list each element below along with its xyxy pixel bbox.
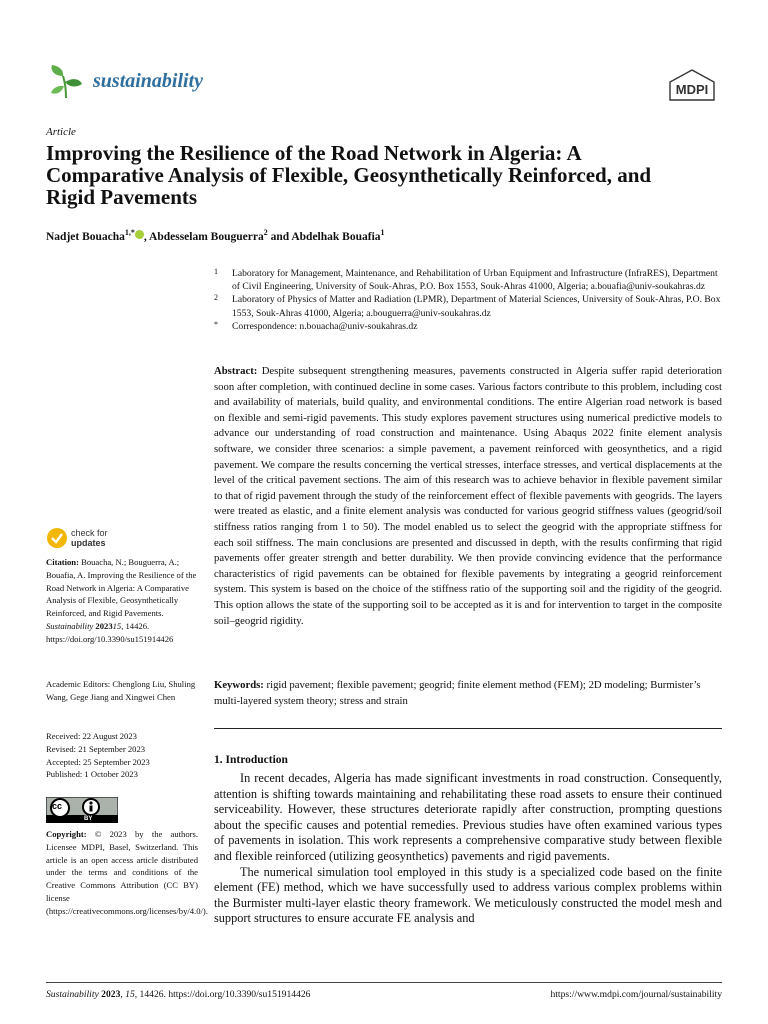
author-name[interactable]: , Abdesselam Bouguerra <box>143 230 264 243</box>
affiliation-text: Laboratory for Management, Maintenance, and Rehabilitation of Urban Equipment and Infrastructure (InfraRES), Department of Civil Engineering, University of Souk-Ahras, P.O. Box 1553, Souk-Ahras 41000, Algeria; a.bouafia@univ-soukahras.dz <box>232 268 718 293</box>
citation-doi[interactable]: , 14426. https://doi.org/10.3390/su151914426 <box>46 620 174 644</box>
paragraph: The numerical simulation tool employed in this study is a specialized code based on the finite element (FE) method, which we have successfully used to address various complex problems within the Burmister multi-layer elastic theory framework. We meticulously constructed the model mesh and support structures to ensure accurate FE analysis and <box>214 864 722 926</box>
affiliation-item <box>214 320 724 333</box>
author-affil-sup: 2 <box>263 228 268 237</box>
footer-divider <box>46 982 722 983</box>
check-for-updates-label[interactable] <box>71 528 108 548</box>
published-date: Published: 1 October 2023 <box>46 769 138 780</box>
citation-text: Bouacha, N.; Bouguerra, A.; Bouafia, A. Improving the Resilience of the Road Network in Algeria: A Comparative Analysis of Flexible, Geosynthetically Reinforced, and Rigid Pavements. <box>46 557 197 619</box>
article-type: Article <box>46 126 76 138</box>
received-date: Received: 22 August 2023 <box>46 731 137 741</box>
abstract-text: Despite subsequent strengthening measures, pavements constructed in Algeria suffer rapid deterioration soon after completion, with continued decline in some cases. Various factors contribute to this problem, including cost and availability of materials, build quality, and environmental conditions. The entire Algerian road network is based on flexible and semi-rigid pavements. This study explores pavement structures using numerical predictive models to advance our understanding of road construction and maintenance. Using Abaqus 2022 finite element analysis software, we consider three scenarios: a simple pavement, a pavement reinforced with geosynthetics, and a rigid pavement. We compare the results concerning the vertical stresses, interface stresses, and vertical displacements at the level of the critical pavement sections. The aim of this research was to achieve behavior in flexible pavement similar to that of rigid pavement through the study of the reinforcement effect of flexible pavements with geogrids. The layers were treated as elastic, and a finite element analysis was conducted for various geogrid stiffness values (geogrid/soil stiffness ratios ranging from 1 to 50). The model enabled us to select the geogrid with the appropriate stiffness for each soil stiffness. The main conclusions are presented and discussed in depth, with the results confirming that rigid pavements offer greater strength and better durability. We then provide convincing evidence that the performance characteristics of rigid pavements can be obtained for flexible pavements by integrating a geogrid reinforcement system. This system is based on the choice of the stiffness ratio of the supporting soil and the rigidity of the geogrid. This option allows the state of the supporting soil to be accepted as it is and for intervention to target in the composite soil–geogrid rigidity. <box>214 365 723 627</box>
check-line: updates <box>71 538 106 548</box>
author-name[interactable]: and Abdelhak Bouafia <box>267 230 381 243</box>
abstract-label: Abstract: <box>214 365 258 377</box>
accepted-date: Accepted: 25 September 2023 <box>46 756 150 767</box>
cc-letters: cc <box>52 801 63 811</box>
copyright-block <box>46 828 208 918</box>
footer-year: 2023 <box>101 989 121 1000</box>
citation-journal: Sustainability <box>46 620 94 631</box>
footer-journal: Sustainability <box>46 989 99 1000</box>
affiliation-marker: 1 <box>214 267 218 276</box>
section-divider <box>214 728 722 729</box>
author-affil-sup: 1 <box>380 228 385 237</box>
section-heading: 1. Introduction <box>214 754 288 766</box>
check-for-updates-icon[interactable] <box>46 527 68 549</box>
sustainability-leaf-icon <box>46 62 86 102</box>
academic-editors: Academic Editors: Chenglong Liu, Shuling Wang, Gege Jiang and Xingwei Chen <box>46 679 196 702</box>
dates-block <box>46 730 198 781</box>
citation-label: Citation: <box>46 557 79 567</box>
abstract <box>214 364 722 629</box>
copyright-label: Copyright: <box>46 829 87 839</box>
journal-name: sustainability <box>93 70 204 92</box>
affiliation-text: Correspondence: n.bouacha@univ-soukahras.dz <box>232 320 418 332</box>
introduction-body <box>214 771 722 927</box>
affiliation-list <box>214 267 724 333</box>
check-line: check for <box>71 528 108 538</box>
author-affil-sup: 1,* <box>124 228 135 237</box>
footer-volume: 15 <box>125 989 135 1000</box>
paragraph: In recent decades, Algeria has made significant investments in road construction. Consequently, attention is shifting towards maintaining and rehabilitating these road assets to ensure their continued serviceability. However, these structures deteriorate rapidly after construction, prompting questions about the specific causes and potential remedies. Previous studies have often examined various types of pavements in isolation. This work represents a comprehensive comparative study between flexible and flexible reinforced (utilizing geosynthetics) pavements and rigid pavements. <box>214 771 722 863</box>
affiliation-item <box>214 267 724 293</box>
author-name[interactable]: Nadjet Bouacha <box>46 230 125 243</box>
orcid-icon[interactable] <box>135 230 144 239</box>
keywords-label: Keywords: <box>214 679 264 691</box>
footer-citation: Sustainability 2023, 15, 14426. https://doi.org/10.3390/su151914426 <box>46 989 311 1000</box>
citation-volume: 15 <box>112 620 122 631</box>
revised-date: Revised: 21 September 2023 <box>46 743 146 754</box>
keywords <box>214 678 722 709</box>
publisher-name: MDPI <box>675 82 709 97</box>
affiliation-text: Laboratory of Physics of Matter and Radiation (LPMR), Department of Material Sciences, University of Souk-Ahras, P.O. Box 1553, Souk-Ahras 41000, Algeria; a.bouguerra@univ-soukahras.dz <box>232 294 721 319</box>
citation-block <box>46 556 198 646</box>
affiliation-marker: * <box>214 319 218 329</box>
author-list <box>46 228 385 243</box>
page-title: Improving the Resilience of the Road Network in Algeria: A Comparative Analysis of Flexible, Geosynthetically Reinforced, and Rigid Pavements <box>46 141 652 209</box>
cc-label: BY <box>84 816 93 822</box>
footer-journal-url[interactable]: https://www.mdpi.com/journal/sustainability <box>550 989 722 1000</box>
copyright-text: © 2023 by the authors. Licensee MDPI, Basel, Switzerland. This article is an open access article distributed under the terms and conditions of the Creative Commons Attribution (CC BY) license (https://creativecommons.org/licenses/by/4.0/). <box>46 829 208 916</box>
footer-doi[interactable]: , 14426. https://doi.org/10.3390/su151914426 <box>134 989 311 1000</box>
affiliation-item <box>214 293 724 319</box>
citation-year: 2023 <box>95 620 113 631</box>
affiliation-marker: 2 <box>214 293 218 303</box>
keywords-text: rigid pavement; flexible pavement; geogrid; finite element method (FEM); 2D modeling; Burmister’s multi-layered system theory; stress and strain <box>214 679 701 707</box>
